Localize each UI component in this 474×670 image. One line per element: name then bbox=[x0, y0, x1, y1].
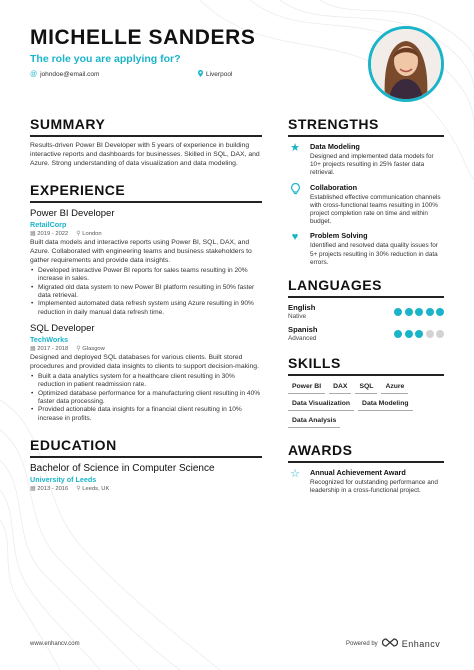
language-level: Native bbox=[288, 313, 307, 321]
experience-heading: EXPERIENCE bbox=[30, 182, 262, 203]
location-item bbox=[198, 70, 232, 79]
skills-list bbox=[288, 381, 444, 428]
strength-item bbox=[288, 231, 444, 267]
language-name: Spanish bbox=[288, 325, 318, 335]
skill-tag: DAX bbox=[329, 381, 351, 394]
education-meta bbox=[30, 485, 262, 494]
education-section bbox=[30, 437, 262, 494]
profile-photo bbox=[368, 26, 444, 102]
job-location: ⚲ London bbox=[76, 231, 102, 238]
strength-desc: Identified and resolved data quality issues for 5+ projects resulting in 30% reduction in data errors. bbox=[310, 242, 438, 266]
award-item bbox=[288, 468, 444, 495]
job-dates: ▦ 2017 - 2018 bbox=[30, 346, 69, 353]
awards-section bbox=[288, 442, 444, 495]
left-column bbox=[30, 116, 262, 494]
location-pin-icon: ⚲ bbox=[76, 346, 81, 353]
languages-heading: LANGUAGES bbox=[288, 277, 444, 298]
job-title: Power BI Developer bbox=[30, 208, 115, 220]
languages-section bbox=[288, 277, 444, 343]
footer-website[interactable]: www.enhancv.com bbox=[30, 641, 80, 647]
job-meta bbox=[30, 345, 262, 354]
degree-title: Bachelor of Science in Computer Science bbox=[30, 463, 215, 475]
skill-tag: Data Visualization bbox=[288, 398, 354, 411]
language-item bbox=[288, 325, 444, 343]
location-pin-icon: ⚲ bbox=[76, 231, 81, 238]
strength-title: Data Modeling bbox=[310, 142, 360, 151]
list-item: • Developed interactive Power BI reports for sales teams resulting in 20% increase in sales. bbox=[30, 267, 262, 284]
location-text: Liverpool bbox=[206, 71, 233, 78]
skill-tag: Azure bbox=[381, 381, 408, 394]
rating-dot-empty bbox=[436, 330, 444, 338]
job-bullets bbox=[30, 373, 262, 423]
rating-dot-filled bbox=[436, 308, 444, 316]
strength-item bbox=[288, 142, 444, 178]
rating-dot-filled bbox=[426, 308, 434, 316]
strengths-heading: STRENGTHS bbox=[288, 116, 444, 137]
award-title: Annual Achievement Award bbox=[310, 468, 406, 478]
job-title: SQL Developer bbox=[30, 323, 95, 335]
star-outline-icon: ☆ bbox=[290, 468, 300, 481]
education-location: ⚲ Leeds, UK bbox=[76, 486, 110, 493]
education-heading: EDUCATION bbox=[30, 437, 262, 458]
rating-dot-empty bbox=[426, 330, 434, 338]
language-rating bbox=[394, 308, 444, 316]
award-desc: Recognized for outstanding performance and leadership in a cross-functional project. bbox=[310, 479, 438, 495]
list-item: • Optimized database performance for a manufacturing client resulting in 40% faster data processing. bbox=[30, 390, 262, 407]
job-entry bbox=[30, 208, 262, 317]
email-item bbox=[30, 70, 198, 79]
footer-branding bbox=[346, 638, 440, 649]
powered-by-text: Powered by bbox=[346, 640, 378, 647]
job-meta bbox=[30, 230, 262, 239]
location-pin-icon bbox=[198, 70, 203, 79]
job-bullets bbox=[30, 267, 262, 317]
strengths-section bbox=[288, 116, 444, 267]
rating-dot-filled bbox=[394, 308, 402, 316]
strength-title: Problem Solving bbox=[310, 231, 368, 241]
rating-dot-filled bbox=[415, 330, 423, 338]
summary-section bbox=[30, 116, 262, 168]
experience-section bbox=[30, 182, 262, 423]
calendar-icon: ▦ bbox=[30, 486, 36, 493]
star-icon: ★ bbox=[290, 142, 300, 154]
at-icon: @ bbox=[30, 71, 38, 78]
skill-tag: SQL bbox=[355, 381, 377, 394]
strength-desc: Established effective communication channels with cross-functional teams resulting in 100% project completion rate on time and within budget. bbox=[310, 193, 441, 226]
skills-section bbox=[288, 355, 444, 428]
contact-info bbox=[30, 70, 360, 79]
job-location: ⚲ Glasgow bbox=[76, 346, 105, 353]
company-name: RetailCorp bbox=[30, 220, 67, 230]
job-description: Built data models and interactive reports using Power BI, SQL, DAX, and Azure. Collaborated with engineering teams and business stakeholders to gather requirements and provide data insights. bbox=[30, 239, 252, 264]
list-item: • Migrated old data system to new Power BI platform resulting in 50% faster data retrieval. bbox=[30, 284, 262, 301]
location-pin-icon: ⚲ bbox=[76, 486, 81, 493]
company-name: TechWorks bbox=[30, 335, 69, 345]
job-description: Designed and deployed SQL databases for various clients. Built stored procedures and provided data insights to clients to support decision-making. bbox=[30, 354, 259, 371]
school-name: University of Leeds bbox=[30, 475, 97, 485]
rating-dot-filled bbox=[394, 330, 402, 338]
role-title: The role you are applying for? bbox=[30, 53, 181, 65]
list-item: • Provided actionable data insights for a financial client resulting in 10% increase in profits. bbox=[30, 406, 262, 423]
candidate-name: MICHELLE SANDERS bbox=[30, 26, 256, 49]
summary-text: Results-driven Power BI Developer with 5 years of experience in building interactive reports and dashboards for businesses. Skilled in SQL, DAX, and Azure. Strong understanding of data visualization and data modeling. bbox=[30, 142, 260, 167]
rating-dot-filled bbox=[405, 330, 413, 338]
resume-header bbox=[30, 26, 360, 79]
strength-title: Collaboration bbox=[310, 182, 358, 192]
skill-tag: Data Analysis bbox=[288, 415, 340, 428]
language-rating bbox=[394, 330, 444, 338]
rating-dot-filled bbox=[405, 308, 413, 316]
strength-item bbox=[288, 183, 444, 227]
skills-heading: SKILLS bbox=[288, 355, 444, 376]
skill-tag: Data Modeling bbox=[358, 398, 412, 411]
enhancv-logo-icon bbox=[382, 638, 398, 649]
skill-tag: Power BI bbox=[288, 381, 325, 394]
awards-heading: AWARDS bbox=[288, 442, 444, 463]
lightbulb-icon bbox=[288, 183, 302, 227]
calendar-icon: ▦ bbox=[30, 231, 36, 238]
language-level: Advanced bbox=[288, 335, 317, 343]
language-name: English bbox=[288, 303, 316, 313]
email-text[interactable]: johndoe@email.com bbox=[40, 71, 100, 78]
rating-dot-filled bbox=[415, 308, 423, 316]
strength-desc: Designed and implemented data models for 10+ projects resulting in 25% faster data retrieval. bbox=[310, 153, 434, 177]
language-item bbox=[288, 303, 444, 321]
education-dates: ▦ 2013 - 2016 bbox=[30, 486, 69, 493]
job-entry bbox=[30, 323, 262, 423]
page-footer bbox=[0, 636, 474, 656]
right-column bbox=[288, 116, 444, 495]
heart-icon: ♥ bbox=[291, 231, 299, 244]
summary-heading: SUMMARY bbox=[30, 116, 262, 137]
list-item: • Implemented automated data refresh system using Azure resulting in 90% reduction in daily manual data refresh time. bbox=[30, 300, 262, 317]
calendar-icon: ▦ bbox=[30, 346, 36, 353]
list-item: • Built a data analytics system for a healthcare client resulting in 30% reduction in patient readmission rate. bbox=[30, 373, 262, 390]
job-dates: ▦ 2019 - 2022 bbox=[30, 231, 69, 238]
brand-name: Enhancv bbox=[401, 638, 441, 649]
